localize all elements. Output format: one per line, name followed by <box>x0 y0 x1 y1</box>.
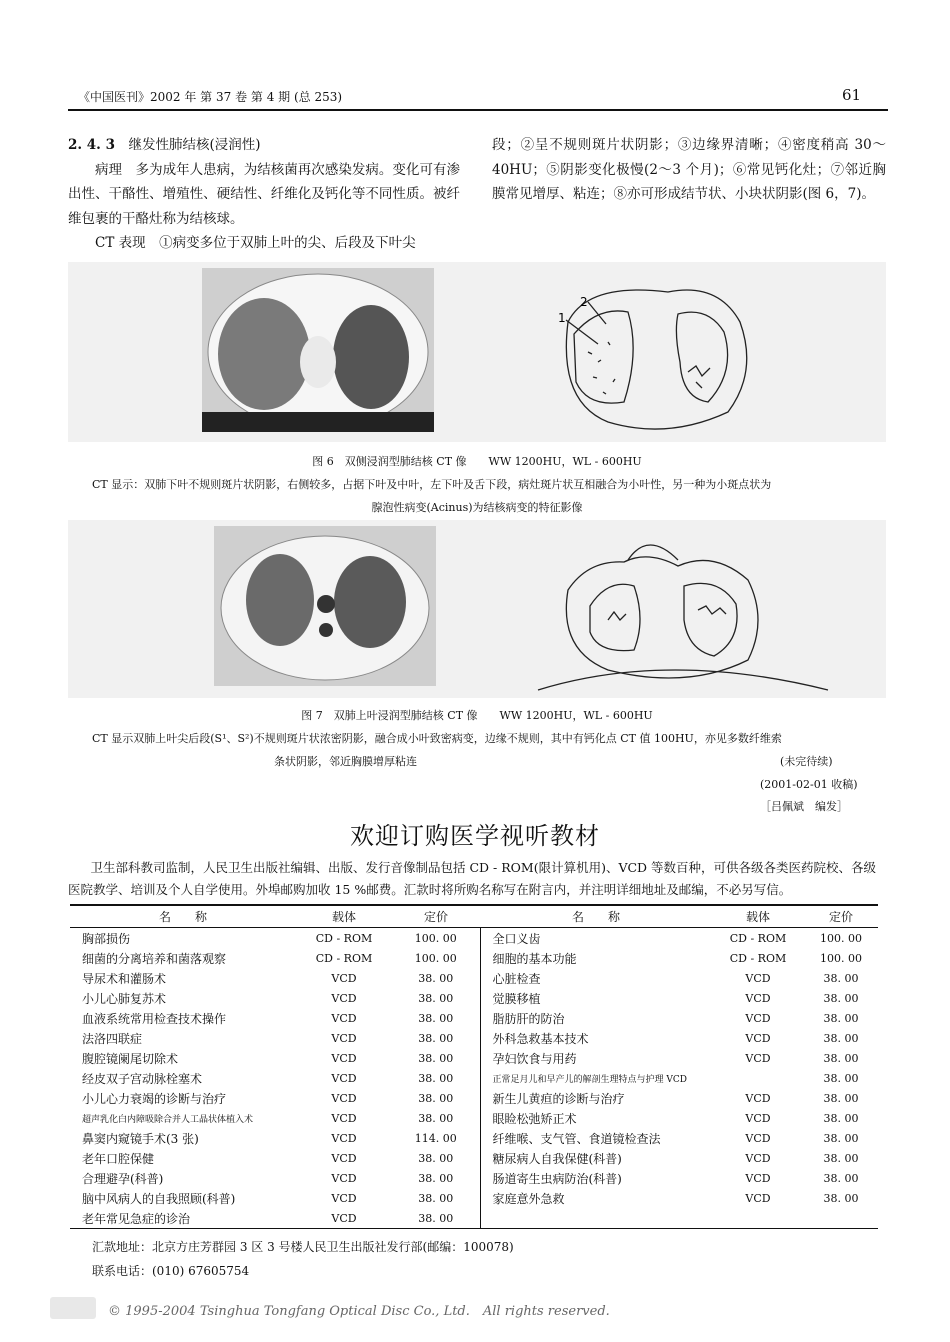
table-row <box>70 1128 878 1148</box>
table-row <box>70 1008 878 1028</box>
table-row <box>70 1188 878 1208</box>
catalog-price-cell: 100. 00 <box>820 931 862 945</box>
catalog-price-cell: 38. 00 <box>392 1068 480 1088</box>
catalog-media-cell: CD - ROM <box>729 931 787 945</box>
table-row <box>70 988 878 1008</box>
col-header-media: 载体 <box>712 905 804 928</box>
catalog-name-cell: 纤维喉、支气管、食道镜检查法 <box>492 1131 661 1146</box>
catalog-name-cell: 超声乳化白内障吸除合并人工晶状体植入术 <box>82 1114 254 1125</box>
table-row <box>70 928 878 949</box>
catalog-media-cell: CD - ROM <box>315 931 373 945</box>
section-title: 继发性肺结核(浸润性) <box>128 137 261 153</box>
catalog-name-cell: 外科急救基本技术 <box>492 1031 589 1046</box>
catalog-media-cell: VCD <box>331 1111 357 1125</box>
copyright-notice: © 1995-2004 Tsinghua Tongfang Optical Disc Co., Ltd. All rights reserved. <box>108 1304 610 1319</box>
catalog-price-cell: 38. 00 <box>823 1091 859 1105</box>
diagram-label-1: 1 <box>558 311 566 325</box>
catalog-media-cell: VCD <box>745 1091 771 1105</box>
catalog-media-cell: VCD <box>331 1131 357 1145</box>
figure-7-caption: 图 7 双肺上叶浸润型肺结核 CT 像 WW 1200HU，WL - 600HU <box>301 709 653 722</box>
catalog-media-cell: VCD <box>745 1151 771 1165</box>
section-number: 2. 4. 3 <box>68 137 115 153</box>
catalog-media-cell: VCD <box>331 1091 357 1105</box>
catalog-media-cell <box>712 1068 804 1088</box>
contact-phone: 联系电话：(010) 67605754 <box>92 1264 250 1278</box>
catalog-media-cell: VCD <box>331 1031 357 1045</box>
catalog-price-cell: 100. 00 <box>392 928 480 949</box>
catalog-media-cell: VCD <box>331 1191 357 1205</box>
diagram-label-2: 2 <box>580 295 588 309</box>
header-rule <box>68 109 888 111</box>
catalog-name-cell: 脑中风病人的自我照顾(科普) <box>82 1191 236 1206</box>
catalog-name-cell: 心脏检查 <box>492 971 541 986</box>
catalog-price-cell: 38. 00 <box>392 1208 480 1229</box>
catalog-name-cell: 法洛四联症 <box>82 1031 143 1046</box>
table-row <box>70 948 878 968</box>
table-row <box>70 1068 878 1088</box>
ct-findings-paragraph: 段；②呈不规则斑片状阴影；③边缘界清晰；④密度稍高 30～40HU；⑤阴影变化极慢(2～3 个月)；⑥常见钙化灶；⑦邻近胸膜常见增厚、粘连；⑧亦可形成结节状、小块状阴影(图 6，7)。 <box>492 137 886 202</box>
catalog-name-cell: 糖尿病人自我保健(科普) <box>492 1151 622 1166</box>
remittance-address: 汇款地址：北京方庄芳群园 3 区 3 号楼人民卫生出版社发行部(邮编：100078) <box>92 1240 514 1254</box>
catalog-media-cell: VCD <box>745 1011 771 1025</box>
table-header-row <box>70 905 878 928</box>
catalog-name-cell: 胸部损伤 <box>82 931 131 946</box>
figure-6-caption: 图 6 双侧浸润型肺结核 CT 像 WW 1200HU，WL - 600HU <box>312 455 642 468</box>
page-number: 61 <box>842 86 862 104</box>
continued-note: (未完待续) <box>780 755 833 768</box>
col-header-name: 名 称 <box>480 905 712 928</box>
ad-title: 欢迎订购医学视听教材 <box>350 822 600 850</box>
catalog-media-cell: VCD <box>331 991 357 1005</box>
catalog-price-cell: 114. 00 <box>392 1128 480 1148</box>
catalog-price-cell: 38. 00 <box>392 1028 480 1048</box>
catalog-media-cell: VCD <box>331 1051 357 1065</box>
catalog-media-cell: VCD <box>331 1071 357 1085</box>
lung-schematic-diagram <box>538 545 828 690</box>
table-row <box>70 1208 878 1229</box>
catalog-name-cell: 孕妇饮食与用药 <box>492 1051 577 1066</box>
lung-schematic-diagram <box>566 290 747 429</box>
catalog-name-cell: 小儿心力衰竭的诊断与治疗 <box>82 1091 227 1106</box>
table-row <box>70 1108 878 1128</box>
ct-paragraph: CT 表现 ①病变多位于双肺上叶的尖、后段及下叶尖 <box>95 235 416 251</box>
figure-6 <box>68 262 886 442</box>
catalog-price-cell: 38. 00 <box>823 1131 859 1145</box>
figure-7-image <box>68 520 886 698</box>
catalog-price-cell: 100. 00 <box>392 948 480 968</box>
catalog-price-cell: 38. 00 <box>392 968 480 988</box>
catalog-media-cell: VCD <box>331 1011 357 1025</box>
catalog-media-cell: CD - ROM <box>729 951 787 965</box>
catalog-media-cell: VCD <box>331 1151 357 1165</box>
catalog-price-cell: 38. 00 <box>392 1168 480 1188</box>
catalog-price-cell: 38. 00 <box>823 1111 859 1125</box>
catalog-price-cell: 38. 00 <box>823 1071 859 1085</box>
catalog-name-cell: 导尿术和灌肠术 <box>82 971 167 986</box>
cnki-logo-icon <box>50 1297 96 1319</box>
catalog-name-cell: 鼻窦内窥镜手术(3 张) <box>82 1131 199 1146</box>
catalog-media-cell: VCD <box>745 971 771 985</box>
catalog-name-cell <box>480 1208 712 1229</box>
catalog-name-cell: 家庭意外急救 <box>492 1191 565 1206</box>
catalog-table <box>70 904 878 1229</box>
catalog-name-cell: 觉膜移植 <box>492 991 541 1006</box>
catalog-price-cell: 100. 00 <box>820 951 862 965</box>
catalog-media-cell: VCD <box>745 1031 771 1045</box>
catalog-name-cell: 腹腔镜阑尾切除术 <box>82 1051 179 1066</box>
catalog-name-cell: 经皮双子宫动脉栓塞术 <box>82 1071 203 1086</box>
left-column <box>68 133 460 256</box>
table-row <box>70 968 878 988</box>
catalog-price-cell: 38. 00 <box>823 1031 859 1045</box>
catalog-media-cell: VCD <box>745 1111 771 1125</box>
catalog-media-cell: CD - ROM <box>315 951 373 965</box>
catalog-media-cell: VCD <box>745 1171 771 1185</box>
catalog-media-cell: VCD <box>331 971 357 985</box>
catalog-media-cell: VCD <box>331 1211 357 1225</box>
catalog-price-cell: 38. 00 <box>392 988 480 1008</box>
catalog-name-cell: 合理避孕(科普) <box>82 1171 164 1186</box>
col-header-media: 载体 <box>296 905 392 928</box>
catalog-name-cell: 新生儿黄疸的诊断与治疗 <box>492 1091 625 1106</box>
catalog-price-cell: 38. 00 <box>823 1051 859 1065</box>
journal-header: 《中国医刊》2002 年 第 37 卷 第 4 期 (总 253) <box>78 90 343 104</box>
catalog-price-cell: 38. 00 <box>392 1108 480 1128</box>
catalog-price-cell: 38. 00 <box>392 1008 480 1028</box>
section-heading <box>68 133 460 158</box>
catalog-name-cell: 老年口腔保健 <box>82 1151 155 1166</box>
catalog-price-cell: 38. 00 <box>823 1011 859 1025</box>
catalog-name-cell: 全口义齿 <box>492 931 541 946</box>
catalog-price-cell: 38. 00 <box>392 1148 480 1168</box>
figure-7 <box>68 520 886 698</box>
received-date: (2001-02-01 收稿) <box>760 778 858 791</box>
catalog-media-cell: VCD <box>331 1171 357 1185</box>
catalog-price-cell: 38. 00 <box>823 1171 859 1185</box>
catalog-media-cell: VCD <box>745 1131 771 1145</box>
catalog-media-cell: VCD <box>745 991 771 1005</box>
catalog-media-cell: VCD <box>745 1051 771 1065</box>
catalog-price-cell: 38. 00 <box>392 1188 480 1208</box>
catalog-name-cell: 眼睑松弛矫正术 <box>492 1111 577 1126</box>
pathology-paragraph: 病理 多为成年人患病，为结核菌再次感染发病。变化可有渗出性、干酪性、增殖性、硬结性、纤维化及钙化等不同性质。被纤维包裹的干酪灶称为结核球。 <box>68 161 460 227</box>
catalog-name-cell: 正常足月儿和早产儿的解剖生理特点与护理 VCD <box>492 1074 687 1085</box>
catalog-media-cell: VCD <box>745 1191 771 1205</box>
editor-note: ［吕佩斌 编发］ <box>760 800 848 813</box>
catalog-name-cell: 小儿心肺复苏术 <box>82 991 167 1006</box>
catalog-media-cell <box>712 1208 804 1229</box>
catalog-price-cell: 38. 00 <box>823 971 859 985</box>
ad-body: 卫生部科教司监制，人民卫生出版社编辑、出版、发行音像制品包括 CD - ROM(限计算机用)、VCD 等数百种，可供各级各类医药院校、各级医院教学、培训及个人自学使用。外埠邮购加收 15 %邮费。汇款时将所购名称写在附言内，并注明详细地址及邮编，不必另写信。 <box>68 860 877 897</box>
catalog-price-cell: 38. 00 <box>823 991 859 1005</box>
catalog-name-cell: 血液系统常用检查技术操作 <box>82 1011 227 1026</box>
col-header-name: 名 称 <box>70 905 296 928</box>
catalog-name-cell: 细菌的分离培养和菌落观察 <box>82 951 227 966</box>
col-header-price: 定价 <box>804 905 878 928</box>
table-row <box>70 1028 878 1048</box>
catalog-price-cell: 38. 00 <box>392 1048 480 1068</box>
catalog-name-cell: 脂肪肝的防治 <box>492 1011 565 1026</box>
table-row <box>70 1148 878 1168</box>
figure-7-note-line1: CT 显示双肺上叶尖后段(S¹、S²)不规则斑片状浓密阴影，融合成小叶致密病变，边缘不规则，其中有钙化点 CT 值 100HU，亦见多数纤维索 <box>92 732 782 745</box>
right-column <box>492 133 886 207</box>
catalog-name-cell: 肠道寄生虫病防治(科普) <box>492 1171 622 1186</box>
figure-6-image <box>68 262 886 442</box>
catalog-price-cell <box>804 1208 878 1229</box>
table-row <box>70 1088 878 1108</box>
table-row <box>70 1168 878 1188</box>
figure-6-note-line2: 腺泡性病变(Acinus)为结核病变的特征影像 <box>371 501 583 514</box>
catalog-price-cell: 38. 00 <box>392 1088 480 1108</box>
figure-6-note-line1: CT 显示：双肺下叶不规则斑片状阴影，右侧较多，占据下叶及中叶，左下叶及舌下段，病灶斑片状互相融合为小叶性，另一种为小斑点状为 <box>92 478 772 491</box>
catalog-name-cell: 细胞的基本功能 <box>492 951 577 966</box>
table-row <box>70 1048 878 1068</box>
catalog-price-cell: 38. 00 <box>823 1191 859 1205</box>
catalog-price-cell: 38. 00 <box>823 1151 859 1165</box>
col-header-price: 定价 <box>392 905 480 928</box>
catalog-name-cell: 老年常见急症的诊治 <box>82 1211 191 1226</box>
figure-7-note-line2: 条状阴影，邻近胸膜增厚粘连 <box>274 755 417 768</box>
